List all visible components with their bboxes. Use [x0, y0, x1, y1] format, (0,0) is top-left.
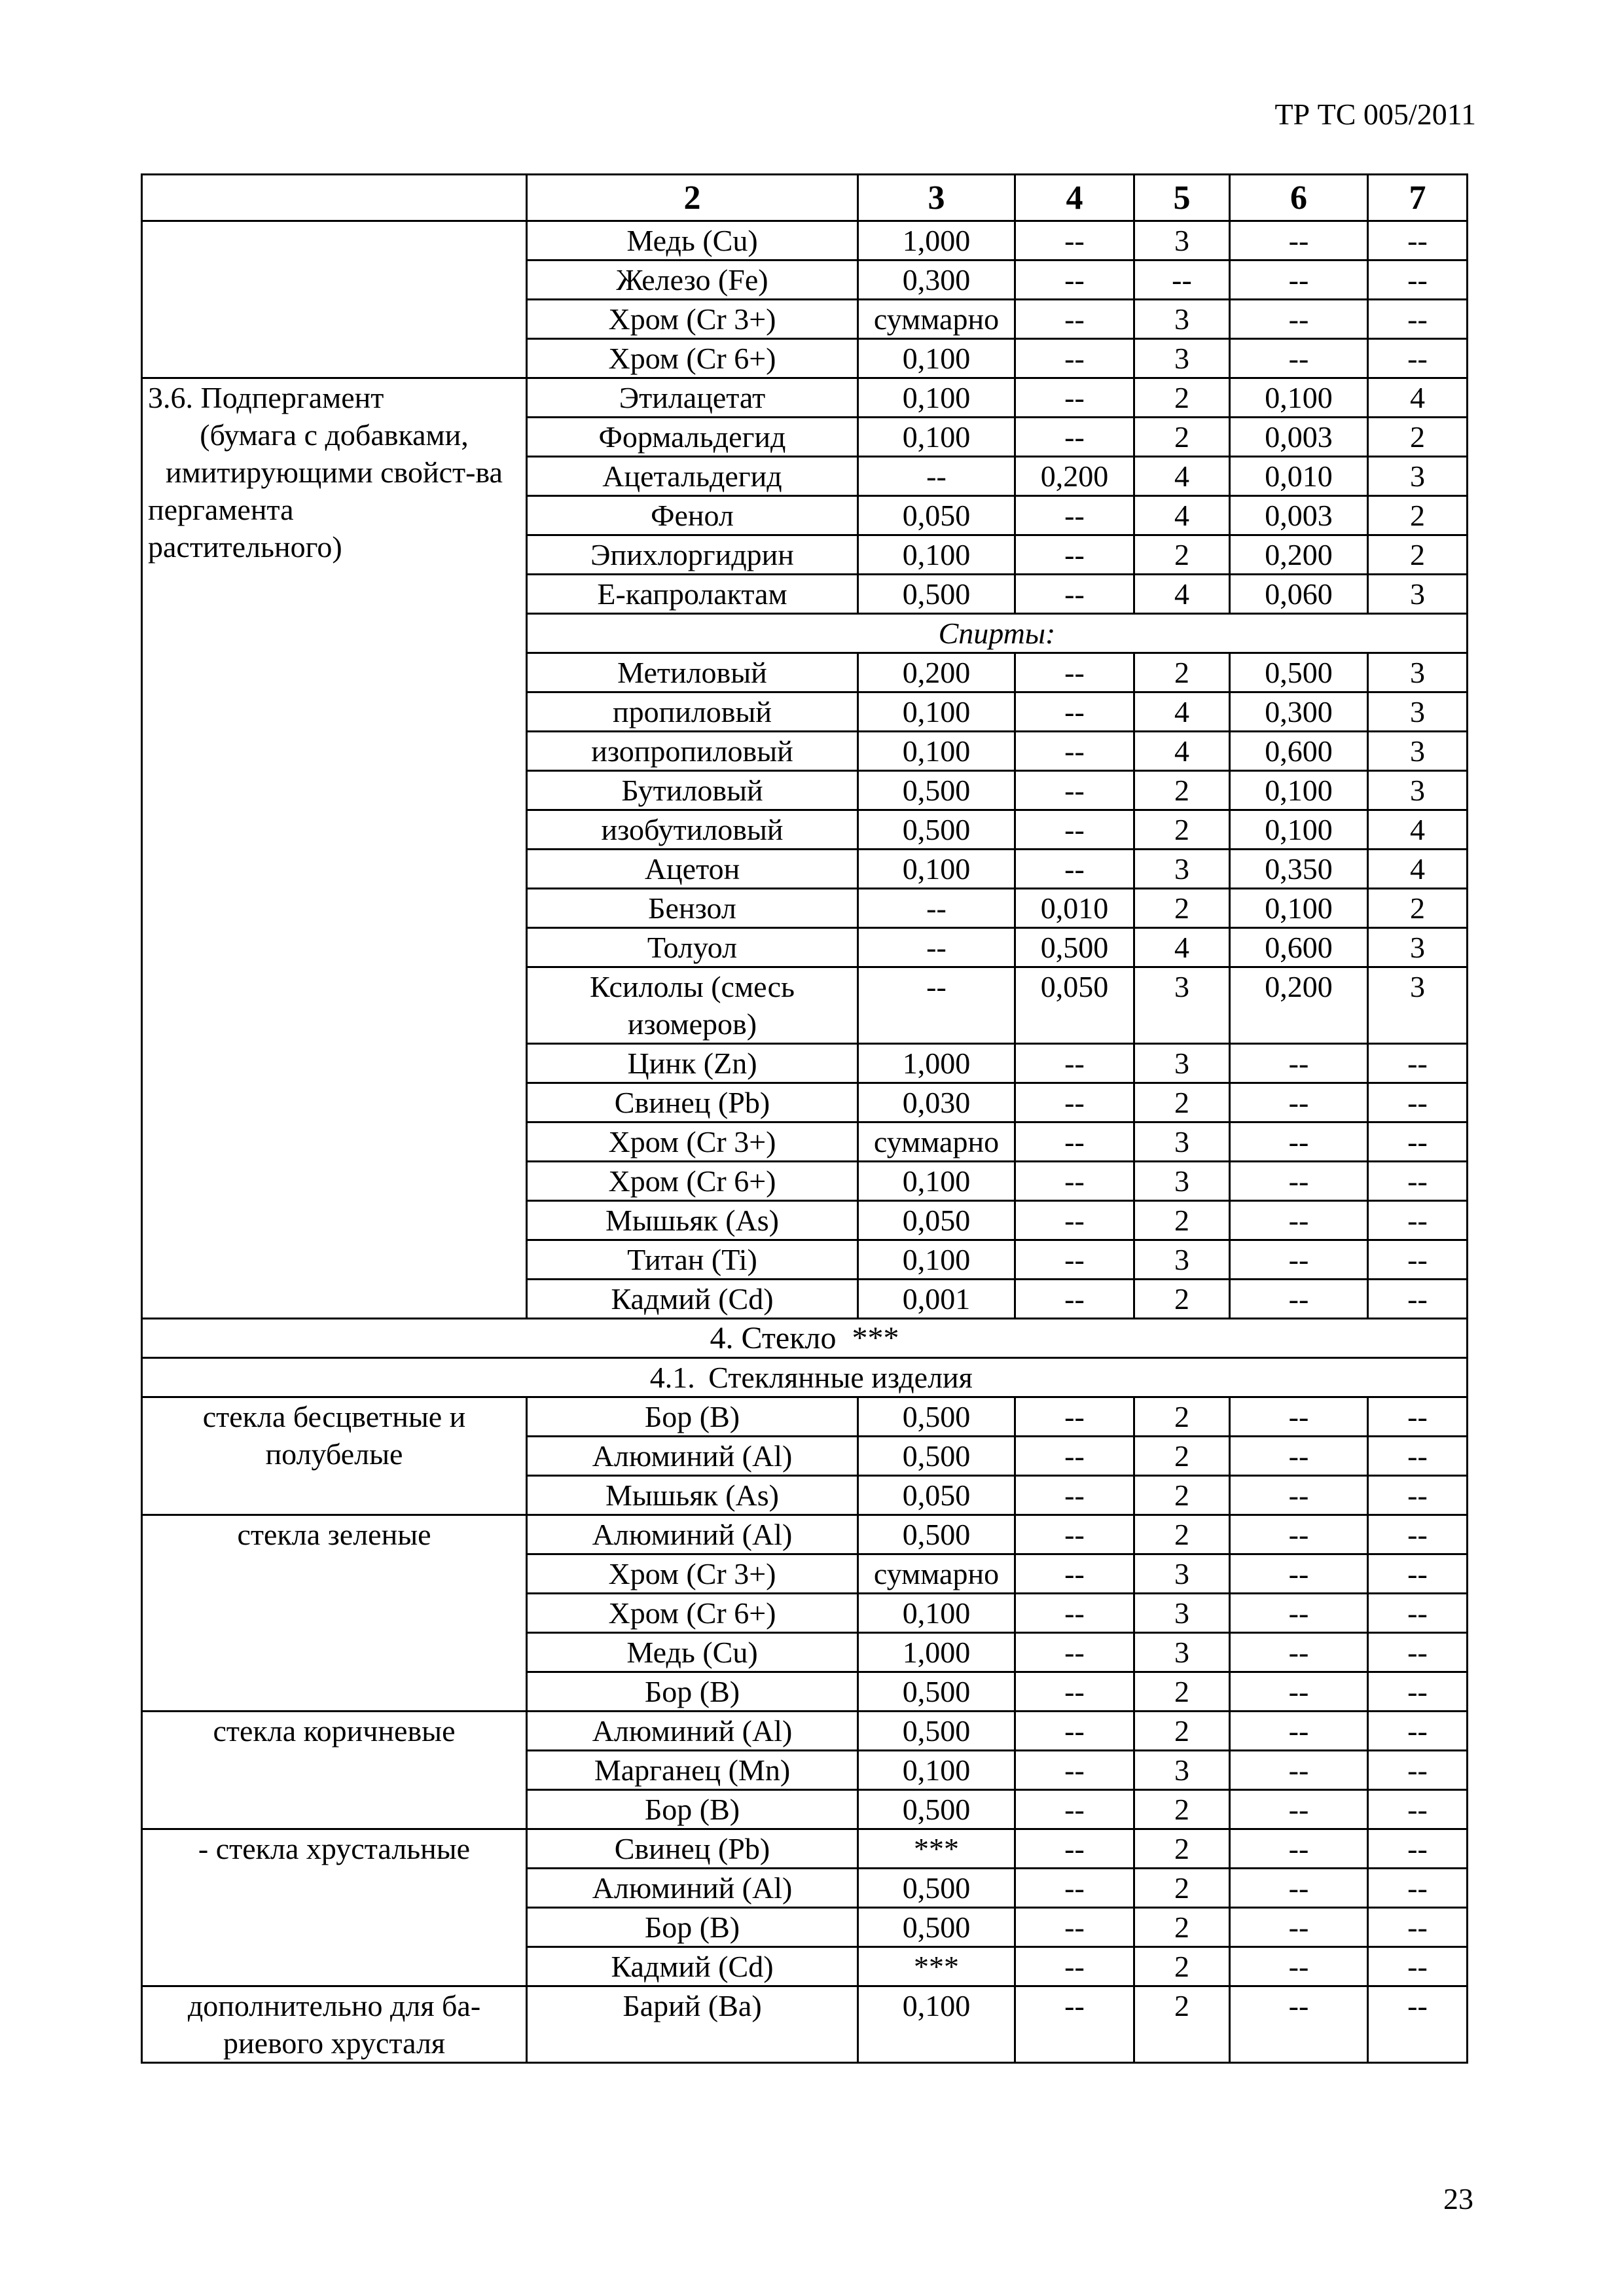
value-cell: -- — [1230, 300, 1368, 339]
substance-cell: Метиловый — [527, 653, 858, 692]
value-cell: -- — [1368, 1712, 1468, 1751]
column-header: 3 — [858, 175, 1015, 221]
value-cell: -- — [1015, 221, 1134, 260]
substance-cell: Алюминий (Al) — [527, 1712, 858, 1751]
value-cell: 4 — [1368, 378, 1468, 418]
value-cell: -- — [1230, 1908, 1368, 1947]
value-cell: 0,100 — [858, 692, 1015, 732]
substance-cell: Бор (B) — [527, 1397, 858, 1437]
value-cell: -- — [1015, 1162, 1134, 1201]
column-header: 4 — [1015, 175, 1134, 221]
value-cell: 0,100 — [858, 1986, 1015, 2063]
value-cell: 0,200 — [858, 653, 1015, 692]
value-cell: 0,300 — [858, 260, 1015, 300]
value-cell: -- — [1015, 1201, 1134, 1240]
value-cell: 2 — [1134, 1672, 1230, 1712]
value-cell: 2 — [1134, 1829, 1230, 1869]
value-cell: -- — [1015, 1869, 1134, 1908]
value-cell: -- — [1368, 1869, 1468, 1908]
value-cell: -- — [858, 457, 1015, 496]
value-cell: 3 — [1134, 1594, 1230, 1633]
value-cell: -- — [1015, 1633, 1134, 1672]
value-cell: 0,100 — [858, 1594, 1015, 1633]
value-cell: -- — [1015, 535, 1134, 575]
value-cell: -- — [1230, 1201, 1368, 1240]
value-cell: 0,003 — [1230, 496, 1368, 535]
value-cell: 3 — [1134, 1044, 1230, 1083]
value-cell: -- — [1368, 339, 1468, 378]
value-cell: 0,100 — [858, 1162, 1015, 1201]
value-cell: -- — [1368, 1162, 1468, 1201]
value-cell: 3 — [1134, 850, 1230, 889]
value-cell: -- — [1015, 1751, 1134, 1790]
glass-category-label: - стекла хрустальные — [142, 1829, 527, 1986]
value-cell: -- — [1015, 1515, 1134, 1554]
value-cell: -- — [1230, 1869, 1368, 1908]
value-cell: 3 — [1368, 928, 1468, 967]
value-cell: 3 — [1368, 692, 1468, 732]
value-cell: -- — [1015, 692, 1134, 732]
value-cell: 0,010 — [1230, 457, 1368, 496]
substance-cell: Бутиловый — [527, 771, 858, 810]
value-cell: -- — [1015, 1908, 1134, 1947]
substance-cell: Мышьяк (As) — [527, 1476, 858, 1515]
value-cell: -- — [1230, 1044, 1368, 1083]
value-cell: -- — [1230, 1476, 1368, 1515]
value-cell: 3 — [1368, 575, 1468, 614]
value-cell: -- — [1368, 1201, 1468, 1240]
value-cell: -- — [1368, 221, 1468, 260]
value-cell: -- — [1368, 1751, 1468, 1790]
value-cell: -- — [1368, 1240, 1468, 1280]
table-row — [142, 1986, 1468, 2063]
value-cell: 0,500 — [858, 771, 1015, 810]
value-cell: -- — [1015, 810, 1134, 850]
value-cell: -- — [1015, 1280, 1134, 1319]
glass-category-label: стекла зеленые — [142, 1515, 527, 1712]
value-cell: 0,500 — [858, 575, 1015, 614]
value-cell: -- — [1015, 1397, 1134, 1437]
value-cell: -- — [1368, 1829, 1468, 1869]
value-cell: -- — [1230, 1162, 1368, 1201]
value-cell: 2 — [1134, 810, 1230, 850]
value-cell: 0,100 — [1230, 810, 1368, 850]
category-description-end: растительного) — [148, 530, 342, 564]
value-cell: 3 — [1134, 967, 1230, 1044]
value-cell: 2 — [1134, 535, 1230, 575]
value-cell: 2 — [1134, 1869, 1230, 1908]
value-cell: -- — [1015, 418, 1134, 457]
value-cell: 3 — [1368, 771, 1468, 810]
value-cell: 3 — [1134, 1240, 1230, 1280]
value-cell: -- — [1368, 1476, 1468, 1515]
value-cell: -- — [1230, 1790, 1368, 1829]
value-cell: -- — [1368, 1280, 1468, 1319]
value-cell: 0,030 — [858, 1083, 1015, 1122]
value-cell: -- — [1015, 1554, 1134, 1594]
value-cell: 0,500 — [858, 1397, 1015, 1437]
substance-cell: Е-капролактам — [527, 575, 858, 614]
value-cell: 0,010 — [1015, 889, 1134, 928]
value-cell: 1,000 — [858, 221, 1015, 260]
value-cell: -- — [1015, 653, 1134, 692]
value-cell: -- — [1015, 339, 1134, 378]
value-cell: 0,200 — [1015, 457, 1134, 496]
subsection-heading — [142, 1358, 1468, 1397]
value-cell: 3 — [1134, 221, 1230, 260]
value-cell: 0,100 — [1230, 889, 1368, 928]
value-cell: -- — [858, 889, 1015, 928]
substance-cell: Хром (Cr 3+) — [527, 1554, 858, 1594]
value-cell: -- — [1368, 1594, 1468, 1633]
substance-cell: Хром (Cr 6+) — [527, 339, 858, 378]
value-cell: -- — [1230, 1437, 1368, 1476]
table-row — [142, 378, 1468, 418]
value-cell: 0,300 — [1230, 692, 1368, 732]
substance-cell: Свинец (Pb) — [527, 1083, 858, 1122]
value-cell: 4 — [1368, 810, 1468, 850]
value-cell: 2 — [1134, 771, 1230, 810]
value-cell: 0,050 — [858, 1201, 1015, 1240]
value-cell: 3 — [1134, 339, 1230, 378]
value-cell: -- — [1015, 771, 1134, 810]
category-title: 3.6. Подпергамент — [148, 381, 384, 414]
value-cell: -- — [1230, 1515, 1368, 1554]
value-cell: -- — [1368, 1672, 1468, 1712]
regulation-table — [141, 173, 1468, 2064]
value-cell: -- — [1368, 1515, 1468, 1554]
value-cell: -- — [1230, 1397, 1368, 1437]
substance-cell: изобутиловый — [527, 810, 858, 850]
substance-cell: Бор (B) — [527, 1908, 858, 1947]
value-cell: -- — [1015, 1044, 1134, 1083]
value-cell: 2 — [1134, 1280, 1230, 1319]
value-cell: 2 — [1134, 653, 1230, 692]
value-cell: 0,001 — [858, 1280, 1015, 1319]
value-cell: -- — [1230, 1947, 1368, 1986]
substance-cell: Бор (B) — [527, 1672, 858, 1712]
value-cell: -- — [1368, 260, 1468, 300]
substance-cell: Мышьяк (As) — [527, 1201, 858, 1240]
value-cell: -- — [1230, 1712, 1368, 1751]
value-cell: 3 — [1134, 1122, 1230, 1162]
value-cell: 2 — [1368, 535, 1468, 575]
value-cell: 0,350 — [1230, 850, 1368, 889]
value-cell: 0,500 — [858, 1515, 1015, 1554]
value-cell: 4 — [1134, 575, 1230, 614]
value-cell: 0,060 — [1230, 575, 1368, 614]
value-cell: 4 — [1134, 496, 1230, 535]
value-cell: -- — [1230, 1554, 1368, 1594]
value-cell: -- — [1015, 1476, 1134, 1515]
substance-cell: Хром (Cr 6+) — [527, 1594, 858, 1633]
alcohols-heading: Спирты: — [527, 614, 1468, 653]
substance-cell: Хром (Cr 3+) — [527, 1122, 858, 1162]
value-cell: 0,100 — [1230, 771, 1368, 810]
value-cell: 0,500 — [858, 810, 1015, 850]
value-cell: -- — [1015, 850, 1134, 889]
value-cell: 0,500 — [1015, 928, 1134, 967]
value-cell: 2 — [1134, 1790, 1230, 1829]
substance-cell: Хром (Cr 6+) — [527, 1162, 858, 1201]
substance-cell: Медь (Cu) — [527, 1633, 858, 1672]
value-cell: 3 — [1134, 300, 1230, 339]
value-cell: -- — [1368, 1044, 1468, 1083]
value-cell: -- — [1368, 1122, 1468, 1162]
value-cell: 0,500 — [1230, 653, 1368, 692]
value-cell: 2 — [1134, 1397, 1230, 1437]
substance-cell: Ацетон — [527, 850, 858, 889]
value-cell: 0,100 — [858, 1751, 1015, 1790]
value-cell: 2 — [1134, 1515, 1230, 1554]
value-cell: 0,003 — [1230, 418, 1368, 457]
value-cell: 2 — [1134, 418, 1230, 457]
value-cell: -- — [1230, 1633, 1368, 1672]
value-cell: суммарно — [858, 1554, 1015, 1594]
value-cell: -- — [858, 967, 1015, 1044]
subsection-number: 4.1. — [649, 1361, 695, 1394]
value-cell: 0,100 — [858, 535, 1015, 575]
substance-cell: Этилацетат — [527, 378, 858, 418]
value-cell: -- — [1368, 1790, 1468, 1829]
value-cell: 3 — [1368, 967, 1468, 1044]
substance-cell: Алюминий (Al) — [527, 1869, 858, 1908]
value-cell: 2 — [1134, 1437, 1230, 1476]
value-cell: -- — [1368, 1947, 1468, 1986]
value-cell: 4 — [1134, 928, 1230, 967]
substance-cell: Барий (Ba) — [527, 1986, 858, 2063]
value-cell: -- — [1230, 339, 1368, 378]
value-cell: -- — [1015, 260, 1134, 300]
value-cell: 1,000 — [858, 1633, 1015, 1672]
value-cell: 0,050 — [858, 1476, 1015, 1515]
value-cell: -- — [1368, 1554, 1468, 1594]
value-cell: 0,500 — [858, 1437, 1015, 1476]
value-cell: 0,500 — [858, 1672, 1015, 1712]
value-cell: -- — [1230, 1083, 1368, 1122]
subsection-row — [142, 1358, 1468, 1397]
value-cell: -- — [1368, 1083, 1468, 1122]
section-heading — [142, 1319, 1468, 1358]
value-cell: -- — [1368, 300, 1468, 339]
value-cell: -- — [1368, 1908, 1468, 1947]
value-cell: -- — [1015, 1437, 1134, 1476]
value-cell: 3 — [1134, 1633, 1230, 1672]
value-cell: 0,100 — [858, 339, 1015, 378]
value-cell: -- — [1015, 1083, 1134, 1122]
value-cell: -- — [1230, 260, 1368, 300]
value-cell: 2 — [1134, 889, 1230, 928]
substance-cell: Свинец (Pb) — [527, 1829, 858, 1869]
glass-category-label: стекла коричневые — [142, 1712, 527, 1829]
value-cell: -- — [1015, 378, 1134, 418]
substance-cell: Ксилолы (смесь изомеров) — [527, 967, 858, 1044]
value-cell: 2 — [1134, 1083, 1230, 1122]
substance-cell: Железо (Fe) — [527, 260, 858, 300]
value-cell: 0,500 — [858, 1790, 1015, 1829]
value-cell: -- — [1015, 1240, 1134, 1280]
value-cell: 0,100 — [858, 378, 1015, 418]
value-cell: -- — [1015, 575, 1134, 614]
value-cell: 0,050 — [858, 496, 1015, 535]
value-cell: 4 — [1368, 850, 1468, 889]
value-cell: -- — [1230, 1751, 1368, 1790]
substance-cell: Кадмий (Cd) — [527, 1947, 858, 1986]
value-cell: -- — [1230, 221, 1368, 260]
value-cell: *** — [858, 1947, 1015, 1986]
value-cell: -- — [1230, 1829, 1368, 1869]
section-footnote-mark: *** — [852, 1321, 899, 1355]
column-header — [142, 175, 527, 221]
section-row — [142, 1319, 1468, 1358]
substance-cell: Алюминий (Al) — [527, 1437, 858, 1476]
glass-category-label: дополнительно для ба-риевого хрусталя — [142, 1986, 527, 2063]
value-cell: 0,100 — [1230, 378, 1368, 418]
value-cell: -- — [1368, 1633, 1468, 1672]
value-cell: *** — [858, 1829, 1015, 1869]
substance-cell: Кадмий (Cd) — [527, 1280, 858, 1319]
table-body — [142, 221, 1468, 2063]
column-header: 7 — [1368, 175, 1468, 221]
substance-cell: Хром (Cr 3+) — [527, 300, 858, 339]
substance-cell: Ацетальдегид — [527, 457, 858, 496]
value-cell: 1,000 — [858, 1044, 1015, 1083]
value-cell: -- — [1368, 1397, 1468, 1437]
value-cell: -- — [1015, 1829, 1134, 1869]
value-cell: -- — [1368, 1437, 1468, 1476]
value-cell: -- — [1368, 1986, 1468, 2063]
substance-cell: Эпихлоргидрин — [527, 535, 858, 575]
value-cell: 2 — [1134, 1947, 1230, 1986]
document-code: ТР ТС 005/2011 — [1274, 98, 1476, 131]
column-header: 5 — [1134, 175, 1230, 221]
table-row — [142, 221, 1468, 260]
value-cell: суммарно — [858, 1122, 1015, 1162]
subsection-title: Стеклянные изделия — [708, 1361, 973, 1394]
value-cell: 0,600 — [1230, 732, 1368, 771]
value-cell: суммарно — [858, 300, 1015, 339]
value-cell: 0,050 — [1015, 967, 1134, 1044]
table-row — [142, 1829, 1468, 1869]
value-cell: 2 — [1134, 1201, 1230, 1240]
value-cell: 0,100 — [858, 1240, 1015, 1280]
value-cell: 3 — [1134, 1554, 1230, 1594]
substance-cell: Марганец (Mn) — [527, 1751, 858, 1790]
section-title: 4. Стекло — [710, 1321, 837, 1355]
value-cell: -- — [1134, 260, 1230, 300]
table-row — [142, 1515, 1468, 1554]
value-cell: 0,200 — [1230, 967, 1368, 1044]
value-cell: -- — [1015, 1122, 1134, 1162]
substance-cell: Титан (Ti) — [527, 1240, 858, 1280]
value-cell: 3 — [1134, 1162, 1230, 1201]
value-cell: -- — [1230, 1240, 1368, 1280]
value-cell: 3 — [1368, 653, 1468, 692]
column-header-row — [142, 175, 1468, 221]
substance-cell: Толуол — [527, 928, 858, 967]
column-header: 6 — [1230, 175, 1368, 221]
value-cell: -- — [1230, 1986, 1368, 2063]
value-cell: -- — [858, 928, 1015, 967]
column-header: 2 — [527, 175, 858, 221]
value-cell: -- — [1015, 1594, 1134, 1633]
value-cell: 2 — [1134, 1908, 1230, 1947]
value-cell: 4 — [1134, 692, 1230, 732]
value-cell: 3 — [1368, 457, 1468, 496]
value-cell: -- — [1015, 1672, 1134, 1712]
value-cell: 4 — [1134, 732, 1230, 771]
value-cell: -- — [1015, 1790, 1134, 1829]
value-cell: 2 — [1134, 1986, 1230, 2063]
value-cell: -- — [1015, 1947, 1134, 1986]
value-cell: 2 — [1134, 1476, 1230, 1515]
value-cell: 2 — [1134, 1712, 1230, 1751]
glass-category-label: стекла бесцветные и полубелые — [142, 1397, 527, 1515]
substance-cell: Алюминий (Al) — [527, 1515, 858, 1554]
substance-cell: Бор (B) — [527, 1790, 858, 1829]
value-cell: 4 — [1134, 457, 1230, 496]
value-cell: -- — [1015, 1986, 1134, 2063]
table-row — [142, 1397, 1468, 1437]
value-cell: -- — [1015, 732, 1134, 771]
value-cell: 0,100 — [858, 850, 1015, 889]
value-cell: -- — [1230, 1280, 1368, 1319]
value-cell: 3 — [1368, 732, 1468, 771]
value-cell: 0,500 — [858, 1712, 1015, 1751]
value-cell: 3 — [1134, 1751, 1230, 1790]
value-cell: 0,100 — [858, 732, 1015, 771]
value-cell: 0,500 — [858, 1869, 1015, 1908]
value-cell: 2 — [1368, 889, 1468, 928]
value-cell: 2 — [1368, 418, 1468, 457]
substance-cell: Медь (Cu) — [527, 221, 858, 260]
value-cell: 0,500 — [858, 1908, 1015, 1947]
substance-cell: Цинк (Zn) — [527, 1044, 858, 1083]
value-cell: -- — [1230, 1122, 1368, 1162]
substance-cell: Фенол — [527, 496, 858, 535]
table-row — [142, 1712, 1468, 1751]
substance-cell: изопропиловый — [527, 732, 858, 771]
value-cell: -- — [1015, 300, 1134, 339]
category-description: (бумага с добавками, имитирующими свойст-ва пергамента — [148, 418, 503, 526]
value-cell: 0,200 — [1230, 535, 1368, 575]
value-cell: 0,100 — [858, 418, 1015, 457]
value-cell: -- — [1015, 496, 1134, 535]
category-label-3-6 — [142, 378, 527, 1319]
value-cell: -- — [1230, 1672, 1368, 1712]
empty-category-cell — [142, 221, 527, 378]
substance-cell: пропиловый — [527, 692, 858, 732]
value-cell: -- — [1015, 1712, 1134, 1751]
substance-cell: Формальдегид — [527, 418, 858, 457]
substance-cell: Бензол — [527, 889, 858, 928]
value-cell: 2 — [1134, 378, 1230, 418]
value-cell: 0,600 — [1230, 928, 1368, 967]
value-cell: -- — [1230, 1594, 1368, 1633]
page-number: 23 — [1443, 2182, 1473, 2215]
value-cell: 2 — [1368, 496, 1468, 535]
